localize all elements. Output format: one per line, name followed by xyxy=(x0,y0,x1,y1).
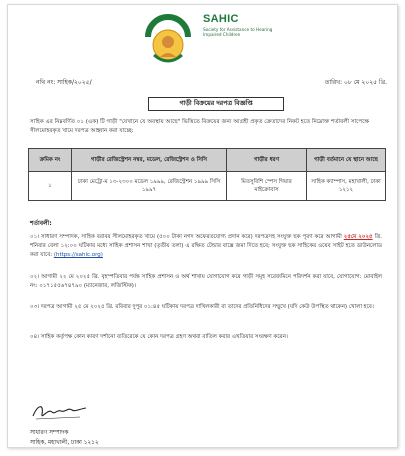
term-2: ০২। আগামী ২২ মে ২০২৫ খ্রি. বৃহস্পতিবার পর্যন্ত সাহিক প্রশাসন ও অর্থ শাখায় যোগাযোগ করে গাড়ী সমূহ সরেজমিনে পরিদর্শন করা যাবে, যোগাযোগ: মোবাইল নং: ০১৭১৫৫৬৭৪৭৯০ (ম্যানেজার, লজিস্টিক)। xyxy=(30,274,382,289)
sahic-logo-icon xyxy=(136,11,200,73)
table-header-row xyxy=(29,149,386,172)
notice-title: গাড়ী বিক্রয়ের দরপত্র বিজ্ঞপ্তি xyxy=(148,97,284,111)
term-4: ০৪। সাহিক কর্তৃপক্ষ কোন কারণ দর্শানো ব্যতিরেকে যে কোন দরপত্র গ্রহণ অথবা বাতিল করার এখতিয়ার সংরক্ষণ করেন। xyxy=(30,334,288,340)
term-1 xyxy=(30,233,382,260)
column-header-sl: ক্রমিক নং xyxy=(29,149,72,172)
cell-location: সাহিক ক্যাম্পাস, মহাখালী, ঢাকা ১২১২ xyxy=(307,172,386,201)
document-page xyxy=(7,4,398,448)
cell-type: মিতসুবিশি স্পেস গিয়ার মাইক্রোবাস xyxy=(227,172,307,201)
website-link[interactable]: (https://sahic.org) xyxy=(53,252,103,258)
column-header-type: গাড়ীর ধরণ xyxy=(227,149,307,172)
intro-paragraph: সাহিক এর নিম্নবর্ণিত ০১ (এক) টি গাড়ী "যেখানে যে অবস্থায় আছে" ভিত্তিতে বিক্রয়ের জন্য আগ্রহী প্রকৃত ক্রেতাদের নিকট হতে নিম্নোক্ত শর্তাবলী সাপেক্ষে সীলমোহরকৃত খামে দরপত্র আহ্বান করা যাচ্ছে: xyxy=(30,119,369,134)
signature-icon xyxy=(30,401,90,427)
logo-arc-text: সাহিক xyxy=(159,21,177,29)
term-1-text-a: ০১। সাধারণ সম্পাদক, সাহিক বরাবর সীলমোহরকৃত খামে (৫০০ টাকা নগদ অফেরতযোগ্য প্রদান করে) দরপত্রসহ সংযুক্ত ছক পূরণ করে আগামী xyxy=(30,234,344,240)
term-1-deadline-date: ২৫মে ২০২৫ xyxy=(343,234,373,240)
cell-registration: ঢাকা মেট্রো-ম ১৩-২৩০০ মডেল ১৯৯৯, রেজিস্ট্রেশন ১৯৯৯ সিসি ১৯৯৭ xyxy=(72,172,227,201)
logo-text: SAHIC xyxy=(203,13,239,25)
term-3: ০৩। দরপত্র আগামী ২৫ মে ২০২৫ খ্রি. রবিবার দুপুর ০১:৪৫ ঘটিকায় দরপত্র দাখিলকারী বা তাদের প্রতিনিধিদের সম্মুখে (যদি কেউ উপস্থিত থাকেন) খোলা হবে। xyxy=(30,304,374,310)
cell-sl: ১ xyxy=(29,172,72,201)
memo-reference: নথি নং: সাহিক/২০২৫/ xyxy=(36,79,92,86)
signatory-title: সাধারণ সম্পাদক xyxy=(30,430,69,436)
memo-date: তারিখ: ০৮ মে ২০২৫ খ্রি. xyxy=(324,79,387,86)
term-1-text-b: খ্রি. শনিবার বেলা ১২:০০ ঘটিকার মধ্যে সাহিক প্রশাসন শাখা (তৃতীয় তলা) এ রক্ষিত টেন্ডার বাক্সে জমা দিতে হবে; সংযুক্ত ছক সাহিকের ওয়েব সাইট হতে ডাউনলোড করা যাবে: xyxy=(30,234,382,258)
terms-heading: শর্তাবলী: xyxy=(30,220,52,227)
column-header-registration: গাড়ীর রেজিস্ট্রেশন নম্বর, মডেল, রেজিস্ট্রেশন ও সিসি xyxy=(72,149,227,172)
signatory-address: সাহিক, মহাখালী, ঢাকা ১২১২ xyxy=(30,440,99,446)
logo-tagline: Society for Assistance to Hearing Impaired Children xyxy=(203,27,273,37)
column-header-location: গাড়ী বর্তমানে যে স্থানে আছে xyxy=(307,149,386,172)
vehicle-table xyxy=(28,148,386,201)
table-row xyxy=(29,172,386,201)
